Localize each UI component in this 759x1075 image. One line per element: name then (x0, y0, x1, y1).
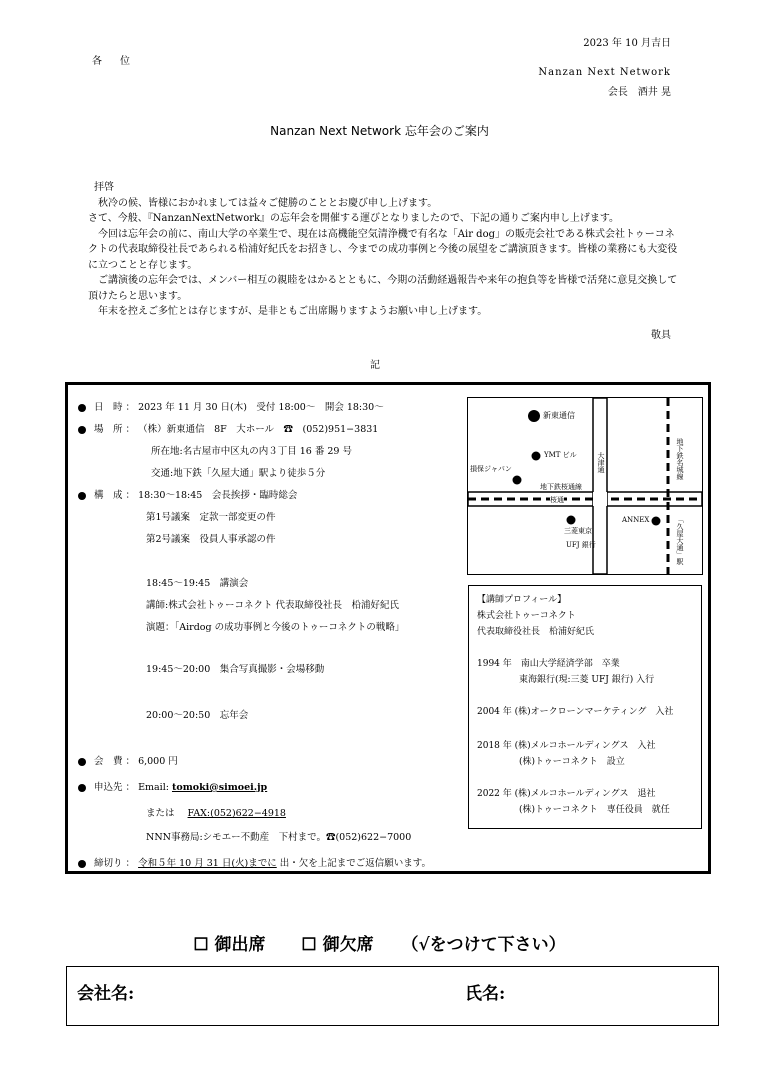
attendance-note: （√をつけて下さい） (401, 935, 566, 955)
address: 所在地:名古屋市中区丸の内３丁目 16 番 29 号 (151, 446, 352, 457)
bullet-icon (78, 758, 86, 766)
map-label: ANNEX (622, 516, 650, 524)
bullet-icon (78, 404, 86, 412)
letter-body (88, 180, 678, 320)
paragraph: 年末を控えご多忙とは存じますが、是非ともご出席賜りますようお願い申し上げます。 (88, 306, 488, 317)
paragraph: 今回は忘年会の前に、南山大学の卒業生で、現在は高機能空気清浄機で有名な「Air dog」の販売会社である株式会社トゥーコネクトの代表取締役社長であられる柗浦好紀氏をお招きし、今までの成功事例と今後の展望をご講演頂きます。皆様の業務にも大変役に立つことと存じます。 (88, 228, 678, 271)
map-label: UFJ 銀行 (566, 541, 596, 549)
mufg-marker (567, 516, 576, 525)
annex-marker (652, 517, 661, 526)
page-title: Nanzan Next Network 忘年会のご案内 (270, 124, 489, 138)
map-label: 地下鉄桜通線 (540, 483, 582, 491)
access-map (467, 397, 703, 575)
sender-name: 会長 酒井 晃 (607, 87, 671, 98)
program-item: 18:45～19:45 講演会 (146, 578, 249, 589)
greeting: 拝啓 (94, 182, 114, 193)
profile-line: 2004 年 (株)オークローンマーケティング 入社 (477, 707, 674, 717)
fee-row: 会 費 ： 6,000 円 (78, 753, 178, 767)
bullet-icon (78, 784, 86, 792)
recipient: 各位 (92, 56, 148, 67)
paragraph: 秋冷の候、皆様におかれましては益々ご健勝のこととお慶び申し上げます。 (88, 197, 438, 209)
agenda-item: 第2号議案 役員人事承認の件 (146, 534, 276, 545)
program-row: 構 成 ： 18:30～18:45 会長挨拶・臨時総会 (78, 487, 297, 501)
name-field[interactable]: 氏名: (465, 984, 506, 1004)
deadline-row: 締切り ： 令和５年 10 月 31 日(火)までに 出・欠を上記までご返信願います。 (78, 855, 431, 869)
map-label: 新東通信 (543, 411, 575, 420)
sender-organization: Nanzan Next Network (538, 67, 671, 78)
absent-label: 御欠席 (322, 935, 374, 955)
shintsu-marker (528, 410, 540, 422)
bullet-icon (78, 860, 86, 868)
profile-line: 東海銀行(現:三菱 UFJ 銀行) 入行 (519, 675, 655, 685)
speaker-profile (468, 585, 702, 829)
fax-number: FAX:(052)622−4918 (187, 808, 286, 819)
profile-heading: 【講師プロフィール】 (477, 595, 567, 605)
sompo-marker (513, 476, 522, 485)
attend-checkbox[interactable]: ☐ (193, 935, 209, 955)
profile-line: (株)トゥーコネクト 設立 (519, 757, 625, 767)
absent-checkbox[interactable]: ☐ (301, 935, 317, 955)
attendance-row (0, 930, 759, 955)
paragraph: さて、今般、『NanzanNextNetwork』の忘年会を開催する運びとなりましたので、下記の通りご案内申し上げます。 (88, 213, 620, 224)
office-contact: NNN事務局:シモエー不動産 下村まで。☎(052)622−7000 (146, 832, 412, 843)
ki-heading: 記 (370, 360, 380, 371)
speaker: 講師:株式会社トゥーコネクト 代表取締役社長 柗浦好紀氏 (146, 600, 399, 611)
profile-line: 2018 年 (株)メルコホールディングス 入社 (477, 741, 656, 751)
company-name-field[interactable]: 会社名: (77, 984, 135, 1004)
access: 交通:地下鉄「久屋大通」駅より徒歩５分 (151, 468, 326, 479)
email-link[interactable]: tomoki@simoei.jp (171, 782, 268, 793)
map-label: 大津通 (597, 452, 605, 473)
map-label: 三菱東京 (564, 527, 592, 535)
profile-line: 株式会社トゥーコネクト (477, 611, 576, 621)
map-label: 桜通 (550, 496, 564, 504)
road-intersection (593, 492, 607, 506)
details-box (65, 382, 711, 874)
map-label: 「久屋大通」駅 (676, 516, 684, 565)
paragraph: ご講演後の忘年会では、メンバー相互の親睦をはかるとともに、今期の活動経過報告や来年の抱負等を皆様で活発に意見交換して頂けたらと思います。 (88, 275, 678, 302)
ymt-marker (532, 452, 541, 461)
topic: 演題：「Airdog の成功事例と今後のトゥーコネクトの戦略」 (146, 622, 405, 633)
profile-line: (株)トゥーコネクト 専任役員 就任 (519, 805, 670, 815)
bullet-icon (78, 426, 86, 434)
apply-row: 申込先 ： Email: tomoki@simoei.jp (78, 779, 267, 793)
date-row: 日 時 ： 2023 年 11 月 30 日(木) 受付 18:00～ 開会 18:30～ (78, 399, 384, 413)
closing: 敬具 (651, 330, 671, 341)
map-label: YMT ビル (544, 451, 577, 459)
profile-line: 代表取締役社長 柗浦好紀氏 (477, 627, 595, 637)
fax-row: または FAX:(052)622−4918 (146, 808, 286, 819)
attend-label: 御出席 (214, 935, 266, 955)
program-item: 20:00～20:50 忘年会 (146, 710, 249, 721)
program-item: 19:45～20:00 集合写真撮影・会場移動 (146, 664, 325, 675)
profile-line: 1994 年 南山大学経済学部 卒業 (477, 659, 620, 669)
map-label: 損保ジャパン (470, 465, 512, 473)
map-label: 地下鉄名城線 (676, 438, 684, 480)
bullet-icon (78, 492, 86, 500)
place-row: 場 所 ： （株）新東通信 8F 大ホール ☎ (052)951−3831 (78, 421, 378, 435)
agenda-item: 第1号議案 定款一部変更の件 (146, 512, 276, 523)
reply-form (66, 966, 719, 1026)
document-date: 2023 年 10 月吉日 (583, 38, 671, 49)
profile-line: 2022 年 (株)メルコホールディングス 退社 (477, 789, 656, 799)
